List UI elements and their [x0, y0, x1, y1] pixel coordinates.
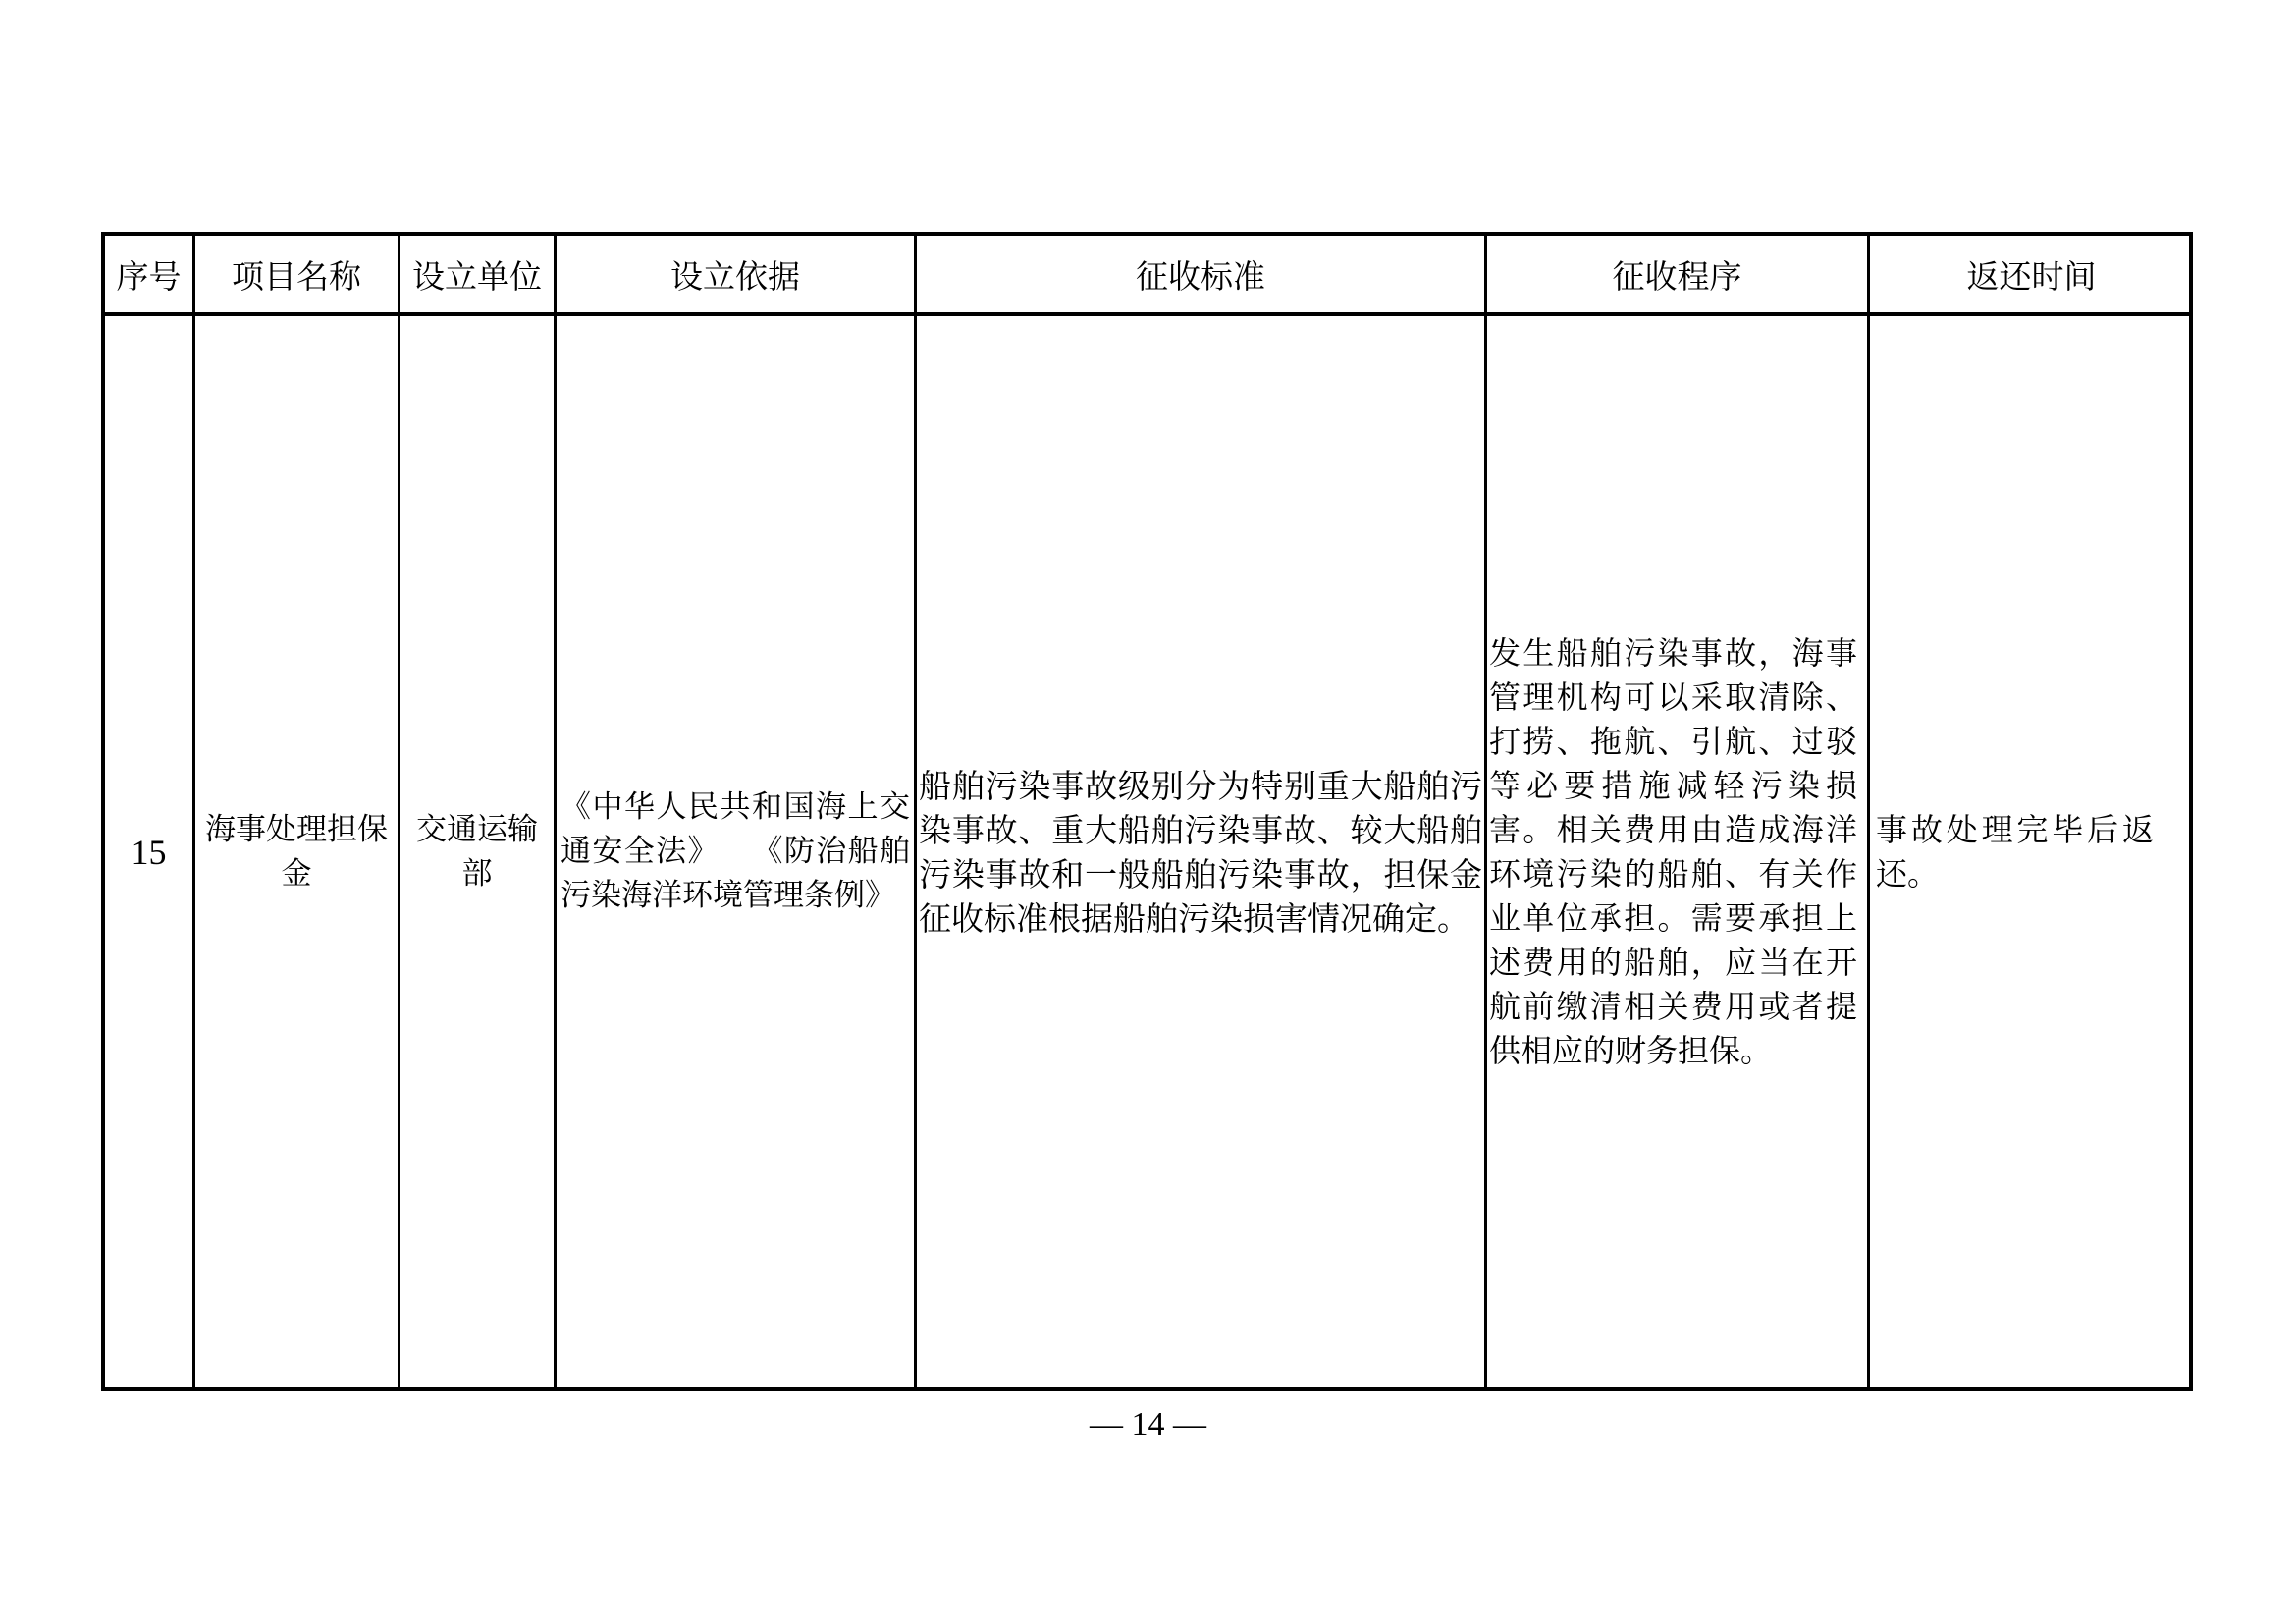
row-procedure-cell [1487, 316, 1867, 1387]
row-basis: 《中华人民共和国海上交通安全法》 《防治船舶污染海洋环境管理条例》 [561, 789, 910, 913]
row-index: 15 [131, 832, 167, 872]
header-setting-unit: 设立单位 [412, 256, 542, 296]
header-standard: 征收标准 [1136, 256, 1265, 296]
row-return-cell [1870, 316, 2193, 1387]
row-name-cell [195, 316, 398, 1387]
header-index: 序号 [116, 256, 182, 296]
row-basis-cell [557, 316, 914, 1387]
row-procedure: 发生船舶污染事故，海事管理机构可以采取清除、打捞、拖航、引航、过驳等必要措施减轻污染损害。相关费用由造成海洋环境污染的船舶、有关作业单位承担。需要承担上述费用的船舶，应当在开航前缴清相关费用或者提供相应的财务担保。 [1489, 633, 1857, 1069]
header-basis: 设立依据 [670, 256, 800, 296]
row-unit-cell [400, 316, 554, 1387]
row-standard: 船舶污染事故级别分为特别重大船舶污染事故、重大船舶污染事故、较大船舶污染事故和一般船舶污染事故，担保金征收标准根据船舶污染损害情况确定。 [919, 766, 1482, 938]
header-return-time: 返还时间 [1966, 256, 2097, 296]
header-procedure: 征收程序 [1612, 256, 1742, 296]
row-return-time: 事故处理完毕后返还。 [1876, 810, 2154, 893]
fee-table [101, 232, 2193, 1391]
row-item-name: 海事处理担保金 [205, 811, 388, 892]
header-item-name: 项目名称 [232, 256, 361, 296]
row-setting-unit: 交通运输部 [416, 811, 538, 892]
page-number: — 14 — [1090, 1406, 1206, 1442]
row-standard-cell [917, 316, 1484, 1387]
table-row [105, 316, 192, 1387]
